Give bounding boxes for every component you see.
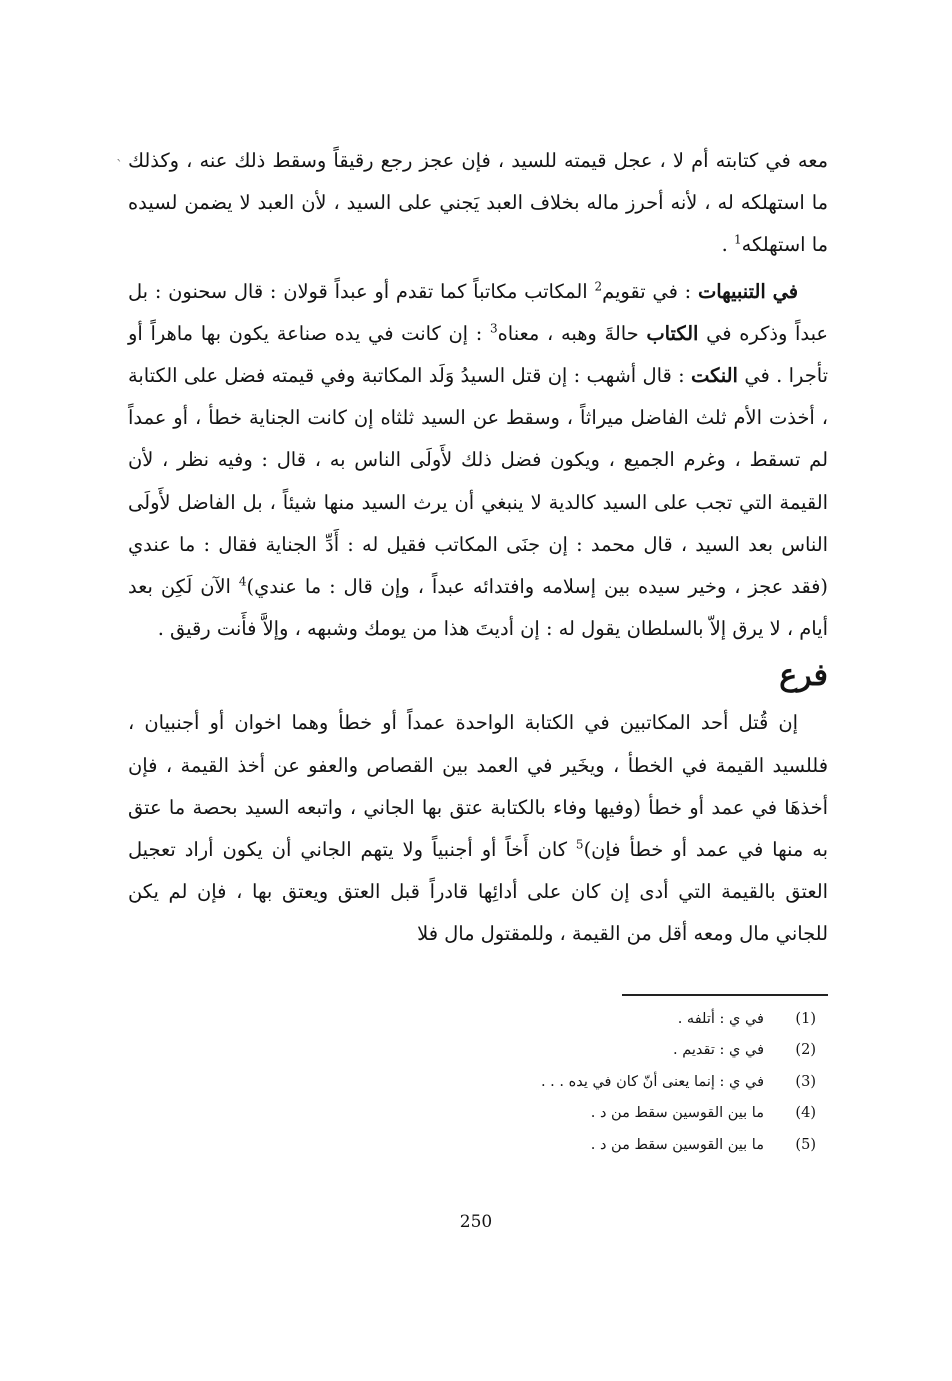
paragraph-text: : قال أشهب : إن قتل السيدُ وَلَد المكاتبة وفي قيمته فضل على الكتابة ، أخذت الأم ثلث الفاضل ميراثاً ، وسقط عن السيد ثلثاه إن كانت الجناية خطأ ، أو عمداً لم تسقط ، وغرم الجميع ، ويكون فضل ذلك لأَولَى الناس به ، قال : وفيه نظر ، لأن القيمة التي تجب على السيد كالدية لا ينبغي أن يرث السيد منها شيئاً ، بل الفاضل لأَولَى الناس بعد السيد ، قال محمد : إن جنَى المكاتب فقيل له : أَدِّ الجناية فقال : ما عندي (فقد عجز ، وخير سيده بين إسلامه وافتدائه عبداً ، وإن قال : ما عندي): [128, 364, 828, 599]
paragraph-text: : إن كانت في يده صناعة يكون بها ماهراً أو تأجرا . في: [128, 321, 828, 388]
paragraph-1: [128, 140, 828, 267]
footnote-ref-1: 1: [733, 232, 742, 247]
footnote-ref-4: 4: [238, 574, 247, 589]
term-kitab: الكتاب: [646, 321, 699, 345]
footnote-text: في ي : تقديم .: [673, 1042, 764, 1059]
footnote-number: (5): [795, 1136, 816, 1153]
paragraph-text: في: [772, 279, 798, 303]
footnote: [380, 1067, 816, 1098]
term-tanbihat: التنبيهات: [697, 279, 766, 303]
footnote-ref-5: 5: [575, 837, 584, 852]
paragraph-text: كان أَخاً أو أجنبياً ولا يتهم الجاني أن يكون أراد تعجيل العتق بالقيمة التي أدى إن كان على أدائِها قادراً قبل العتق ويعتق بها ، فإن لم يكن للجاني مال ومعه أقل من القيمة ، وللمقتول مال فلا: [128, 838, 828, 946]
term-nukat: النكت: [691, 364, 738, 388]
footnote-text: في ي : أتلفه .: [677, 1011, 764, 1027]
footnote-number: (3): [795, 1073, 816, 1090]
footnote: [380, 1035, 816, 1066]
page-number: 250: [459, 1212, 493, 1232]
paragraph-text: .: [721, 233, 734, 257]
footnote: [380, 1098, 816, 1129]
footnote-text: ما بين القوسين سقط من د .: [590, 1136, 764, 1153]
paragraph-2: [128, 271, 828, 651]
footnotes: [380, 1004, 816, 1161]
paragraph-text: : في تقويم: [602, 279, 698, 303]
margin-mark: ˋ: [116, 158, 123, 174]
footnote-number: (4): [795, 1105, 816, 1122]
footnote: [380, 1130, 816, 1161]
paragraph-text: الآن لَكِن بعد أيام ، لا يرق إلاّ بالسلطان يقول له : إن أديتَ هذا من يومك وشبهه ، وإلاَّ فأَنت رقيق .: [128, 575, 828, 641]
footnote-text: ما بين القوسين سقط من د .: [590, 1105, 764, 1122]
footnote-text: في ي : إنما يعنى أنّ كان في يده . . .: [540, 1073, 764, 1090]
footnote-number: (2): [795, 1042, 816, 1059]
paragraph-text: حالةَ وهبه ، معناه: [497, 321, 647, 345]
footnote-ref-2: 2: [594, 279, 603, 294]
paragraph-text: المكاتب مكاتباً كما تقدم أو عبداً قولان : قال سحنون : بل عبداً وذكره في: [128, 279, 829, 345]
footnote-separator: [622, 994, 828, 996]
section-heading: فرع: [779, 658, 828, 694]
paragraph-text: معه في كتابته أم لا ، عجل قيمته للسيد ، فإن عجز رجع رقيقاً وسقط ذلك عنه ، وكذلك ما استهلكه له ، لأنه أحرز ماله بخلاف العبد يَجني على السيد ، لأن العبد لا يضمن لسيده ما استهلكه: [128, 149, 828, 257]
footnote: [380, 1004, 816, 1035]
paragraph-3: [128, 702, 828, 955]
paragraph-text: إن قُتل أحد المكاتبين في الكتابة الواحدة عمداً أو خطأ وهما اخوان أو أجنبيان ، فللسيد القيمة في الخطأ ، ويخَير في العمد بين القصاص والعفو عن أخذ القيمة ، فإن أخذهَا في عمد أو خطأ (وفيها وفاء بالكتابة عتق بها الجاني ، واتبعه السيد بحصة ما عتق به منها في عمد أو خطأ فإن): [128, 711, 828, 862]
main-text: [128, 140, 828, 956]
footnote-ref-3: 3: [490, 321, 498, 336]
footnote-number: (1): [795, 1011, 816, 1027]
